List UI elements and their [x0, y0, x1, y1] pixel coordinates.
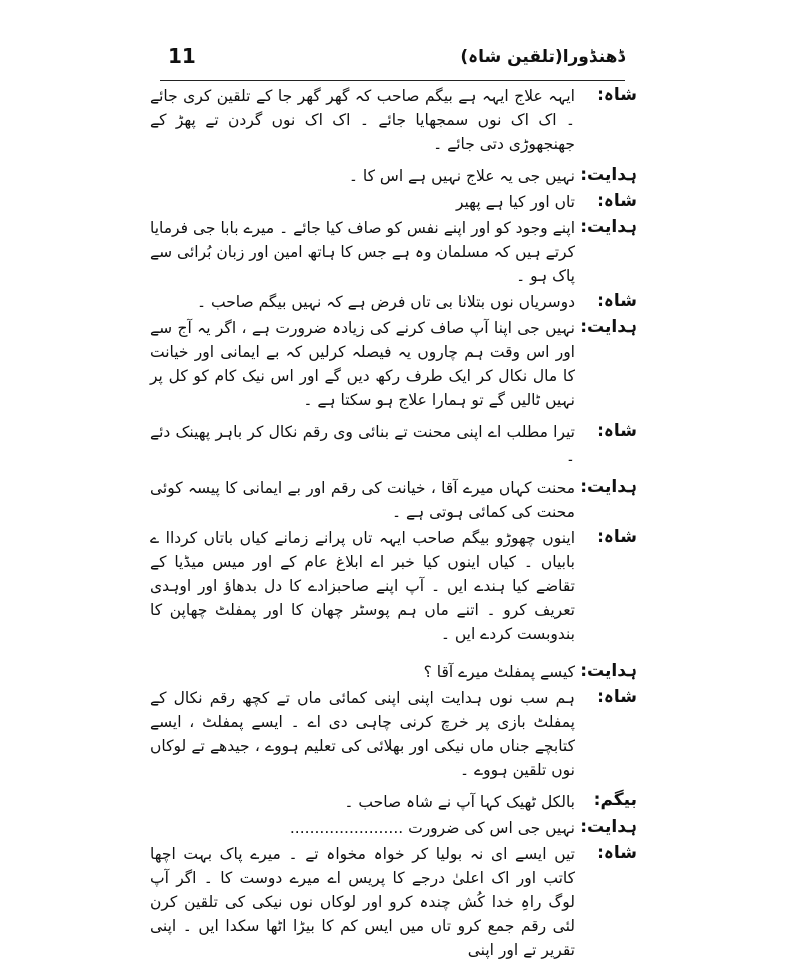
header-rule — [160, 80, 625, 81]
dialogue-body — [150, 84, 635, 962]
speaker-label: ہدایت: — [580, 317, 637, 337]
dialogue-entry — [150, 686, 635, 782]
page-number: 11 — [168, 44, 196, 68]
dialogue-entry — [150, 842, 635, 962]
dialogue-text: نہیں جی اپنا آپ صاف کرنے کی زیادہ ضرورت ہے ، اگر یہ آج سے اور اس وقت ہم چاروں یہ فیصلہ کرلیں کہ بے ایمانی اور خیانت کا مال نکال کر ایک طرف رکھ دیں گے اور اس نیک کام کو کل پر نہیں ٹالیں گے تو ہمارا علاج ہو سکتا ہے ۔ — [150, 319, 575, 409]
speaker-label: بیگم: — [593, 790, 637, 810]
dialogue-entry — [150, 420, 635, 468]
speaker-label: شاہ: — [597, 191, 637, 211]
speaker-label: ہدایت: — [580, 661, 637, 681]
dialogue-entry — [150, 190, 635, 214]
dialogue-entry — [150, 164, 635, 188]
running-title: ڈھنڈورا(تلقین شاہ) — [460, 47, 625, 67]
dialogue-entry — [150, 526, 635, 646]
dialogue-entry — [150, 790, 635, 814]
speaker-label: ہدایت: — [580, 817, 637, 837]
speaker-label: شاہ: — [597, 421, 637, 441]
dialogue-text: ہم سب نوں ہدایت اپنی اپنی کمائی ماں تے کچھ رقم نکال کے پمفلٹ بازی پر خرچ کرنی چاہی دی اے ۔ ایسے پمفلٹ ، ایسے کتابچے جناں ماں نیکی اور بھلائی کی تعلیم ہووے ، جیدھے تے لوکاں نوں تلقین ہووے ۔ — [150, 689, 575, 779]
dialogue-text: اینوں چھوڑو بیگم صاحب ایہہ تاں پرانے زمانے کیاں باتاں کرداا ے بابیاں ۔ کیاں اینوں کیا خبر اے ابلاغ عام کے اور میس میڈیا کے تقاضے کیا ہندے ایں ۔ آپ اپنے صاحبزادے کا دل بدھاؤ اور اوہدی تعریف کرو ۔ اتنے ماں ہم پوسٹر چھان کا اور پمفلٹ چھاپن کا بندوبست کردے ایں ۔ — [150, 529, 575, 643]
dialogue-entry — [150, 316, 635, 412]
dialogue-entry — [150, 816, 635, 840]
dialogue-text: نہیں جی اس کی ضرورت ....................... — [289, 819, 575, 837]
speaker-label: ہدایت: — [580, 217, 637, 237]
dialogue-text: نہیں جی یہ علاج نہیں ہے اس کا ۔ — [348, 167, 575, 185]
dialogue-text: تیرا مطلب اے اپنی محنت تے بنائی وی رقم نکال کر باہر پھینک دئے ۔ — [150, 423, 575, 465]
dialogue-text: تاں اور کیا ہے پھیر — [455, 193, 575, 211]
dialogue-text: بالکل ٹھیک کہا آپ نے شاہ صاحب ۔ — [344, 793, 575, 811]
dialogue-text: محنت کہاں میرے آقا ، خیانت کی رقم اور بے ایمانی کا پیسہ کوئی محنت کی کمائی ہوتی ہے ۔ — [150, 479, 575, 521]
dialogue-entry — [150, 290, 635, 314]
speaker-label: شاہ: — [597, 843, 637, 863]
dialogue-text: دوسریاں نوں بتلانا بی تاں فرض ہے کہ نہیں بیگم صاحب ۔ — [196, 293, 575, 311]
dialogue-entry — [150, 84, 635, 156]
speaker-label: شاہ: — [597, 85, 637, 105]
dialogue-text: اپنے وجود کو اور اپنے نفس کو صاف کیا جائے ۔ میرے بابا جی فرمایا کرتے ہیں کہ مسلمان وہ ہے جس کا ہاتھ امین اور زبان بُرائی سے پاک ہو ۔ — [150, 219, 575, 285]
dialogue-entry — [150, 476, 635, 524]
speaker-label: شاہ: — [597, 291, 637, 311]
speaker-label: ہدایت: — [580, 477, 637, 497]
dialogue-entry — [150, 216, 635, 288]
page-header — [160, 40, 625, 80]
dialogue-text: ایہہ علاج ایہہ ہے بیگم صاحب کہ گھر گھر جا کے تلقین کری جائے ۔ اک اک نوں سمجھایا جائے ۔ اک اک نوں گردن تے پھڑ کے جھنجھوڑی دتی جائے ۔ — [150, 87, 575, 153]
dialogue-text: کیسے پمفلٹ میرے آقا ؟ — [423, 663, 575, 681]
speaker-label: ہدایت: — [580, 165, 637, 185]
dialogue-entry — [150, 660, 635, 684]
speaker-label: شاہ: — [597, 687, 637, 707]
speaker-label: شاہ: — [597, 527, 637, 547]
dialogue-text: تیں ایسے ای نہ بولیا کر خواہ مخواہ تے ۔ میرے پاک بہت اچھا کاتب اور اک اعلیٰ درجے کا پریس اے میرے دوست کا ۔ اگر آپ لوگ راہِ خدا کُش چندہ کرو اور لوکاں نوں نیکی کی تلقین کرن لئی رقم جمع کرو تاں میں ایس کم کا بیڑا اٹھا سکدا ایں ۔ اپنی تقریر تے اور اپنی — [150, 845, 575, 959]
